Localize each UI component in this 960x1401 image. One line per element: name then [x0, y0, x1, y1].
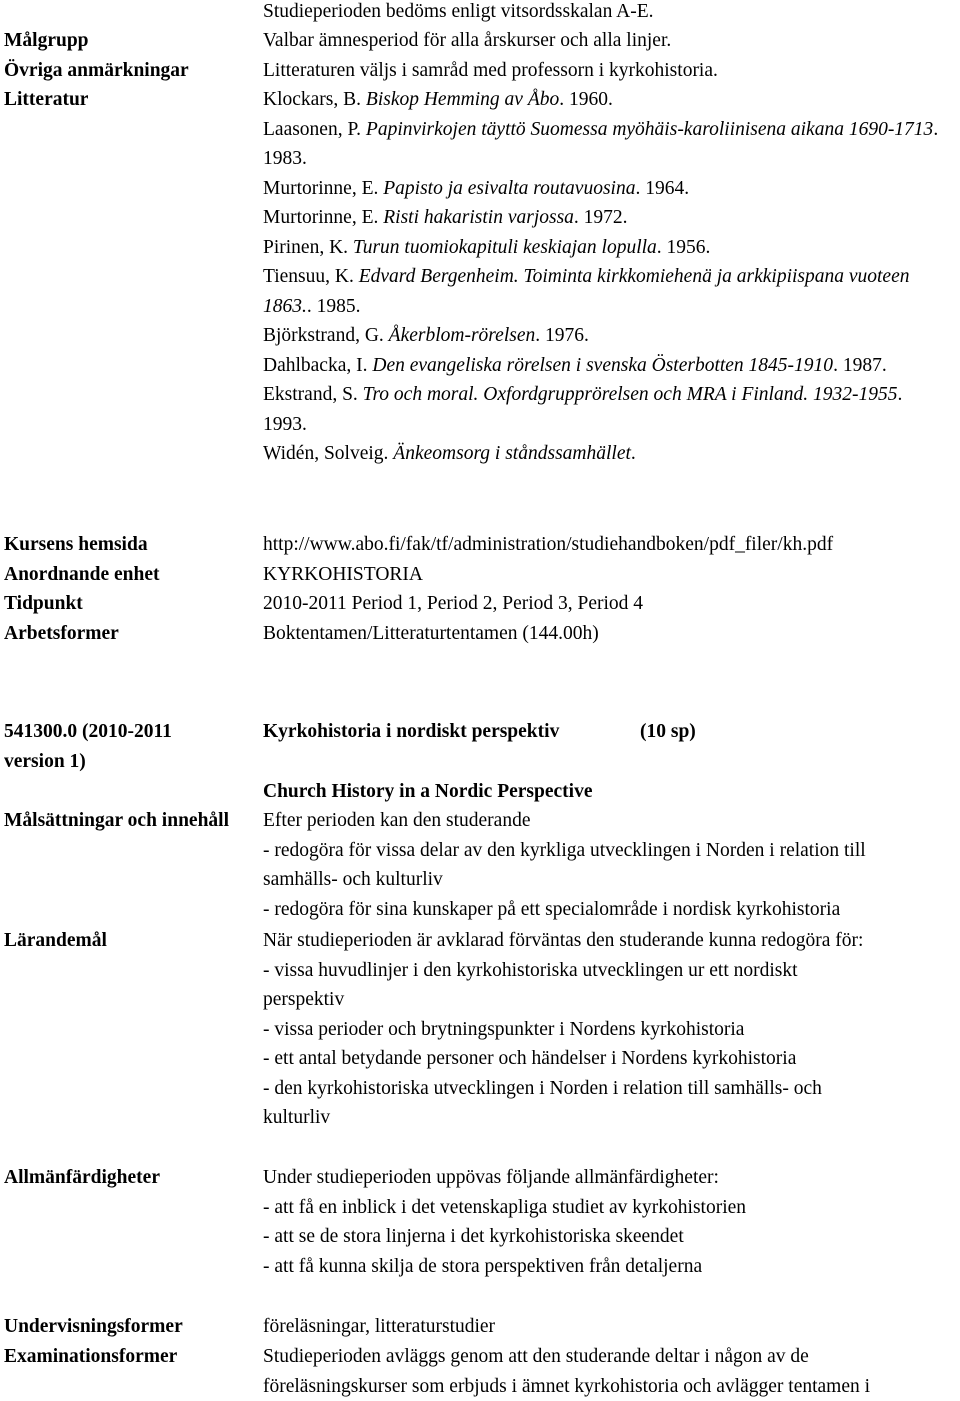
- undervisning-label: Undervisningsformer: [4, 1312, 183, 1342]
- larandemal-line: - vissa huvudlinjer i den kyrkohistoriska utvecklingen ur ett nordiskt: [263, 956, 956, 986]
- exam-label: Examinationsformer: [4, 1342, 177, 1372]
- larandemal-line: - den kyrkohistoriska utvecklingen i Norden i relation till samhälls- och: [263, 1074, 956, 1104]
- arbetsformer-label: Arbetsformer: [4, 619, 119, 649]
- allman-line: Under studieperioden uppövas följande allmänfärdigheter:: [263, 1163, 956, 1193]
- larandemal-content: [263, 926, 956, 1133]
- malsattningar-label: Målsättningar och innehåll: [4, 806, 229, 836]
- hemsida-label: Kursens hemsida: [4, 530, 148, 560]
- allman-line: - att få kunna skilja de stora perspektiven från detaljerna: [263, 1252, 956, 1282]
- reference-item: Dahlbacka, I. Den evangeliska rörelsen i svenska Österbotten 1845-1910. 1987.: [263, 351, 943, 381]
- reference-item: Tiensuu, K. Edvard Bergenheim. Toiminta kirkkomiehenä ja arkkipiispana vuoteen 1863.. 1985.: [263, 262, 943, 321]
- exam-content: [263, 1342, 956, 1401]
- course-title-en: Church History in a Nordic Perspective: [263, 777, 956, 807]
- exam-line: föreläsningskurser som erbjuds i ämnet kyrkohistoria och avlägger tentamen i: [263, 1372, 956, 1401]
- enhet-label: Anordnande enhet: [4, 560, 160, 590]
- grading-text: Studieperioden bedöms enligt vitsordsskalan A-E.: [263, 0, 956, 27]
- hemsida-link[interactable]: http://www.abo.fi/fak/tf/administration/studiehandboken/pdf_filer/kh.pdf: [263, 530, 956, 560]
- larandemal-line: När studieperioden är avklarad förväntas den studerande kunna redogöra för:: [263, 926, 956, 956]
- arbetsformer-value: Boktentamen/Litteraturtentamen (144.00h): [263, 619, 956, 649]
- ovriga-label: Övriga anmärkningar: [4, 56, 189, 86]
- larandemal-line: - ett antal betydande personer och händelser i Nordens kyrkohistoria: [263, 1044, 956, 1074]
- reference-item: Widén, Solveig. Änkeomsorg i ståndssamhället.: [263, 439, 943, 469]
- tidpunkt-value: 2010-2011 Period 1, Period 2, Period 3, Period 4: [263, 589, 956, 619]
- reference-item: Ekstrand, S. Tro och moral. Oxfordgrupprörelsen och MRA i Finland. 1932-1955. 1993.: [263, 380, 943, 439]
- malsattningar-item: - redogöra för vissa delar av den kyrkliga utvecklingen i Norden i relation till: [263, 836, 956, 866]
- malsattningar-item: samhälls- och kulturliv: [263, 865, 956, 895]
- course-title: Kyrkohistoria i nordiskt perspektiv: [263, 717, 956, 747]
- allman-label: Allmänfärdigheter: [4, 1163, 160, 1193]
- reference-item: Klockars, B. Biskop Hemming av Åbo. 1960.: [263, 85, 943, 115]
- larandemal-label: Lärandemål: [4, 926, 107, 956]
- larandemal-line: kulturliv: [263, 1103, 956, 1133]
- course-credits: (10 sp): [640, 717, 696, 747]
- malgrupp-label: Målgrupp: [4, 26, 89, 56]
- allman-content: [263, 1163, 956, 1281]
- allman-line: - att se de stora linjerna i det kyrkohistoriska skeendet: [263, 1222, 956, 1252]
- tidpunkt-label: Tidpunkt: [4, 589, 83, 619]
- reference-item: Björkstrand, G. Åkerblom-rörelsen. 1976.: [263, 321, 943, 351]
- allman-line: - att få en inblick i det vetenskapliga studiet av kyrkohistorien: [263, 1193, 956, 1223]
- malsattningar-content: [263, 806, 956, 924]
- malsattningar-item: - redogöra för sina kunskaper på ett specialområde i nordisk kyrkohistoria: [263, 895, 956, 925]
- reference-list: [263, 85, 943, 469]
- malgrupp-value: Valbar ämnesperiod för alla årskurser och alla linjer.: [263, 26, 956, 56]
- malsattningar-intro: Efter perioden kan den studerande: [263, 806, 956, 836]
- larandemal-line: - vissa perioder och brytningspunkter i Nordens kyrkohistoria: [263, 1015, 956, 1045]
- enhet-value: KYRKOHISTORIA: [263, 560, 956, 590]
- reference-item: Laasonen, P. Papinvirkojen täyttö Suomessa myöhäis-karoliinisena aikana 1690-1713. 1983.: [263, 115, 943, 174]
- litteratur-label: Litteratur: [4, 85, 88, 115]
- larandemal-line: perspektiv: [263, 985, 956, 1015]
- reference-item: Murtorinne, E. Risti hakaristin varjossa. 1972.: [263, 203, 943, 233]
- reference-item: Pirinen, K. Turun tuomiokapituli keskiajan lopulla. 1956.: [263, 233, 943, 263]
- ovriga-value: Litteraturen väljs i samråd med professorn i kyrkohistoria.: [263, 56, 956, 86]
- exam-line: Studieperioden avläggs genom att den studerande deltar i någon av de: [263, 1342, 956, 1372]
- course-code: 541300.0 (2010-2011 version 1): [4, 717, 172, 776]
- undervisning-value: föreläsningar, litteraturstudier: [263, 1312, 956, 1342]
- reference-item: Murtorinne, E. Papisto ja esivalta routavuosina. 1964.: [263, 174, 943, 204]
